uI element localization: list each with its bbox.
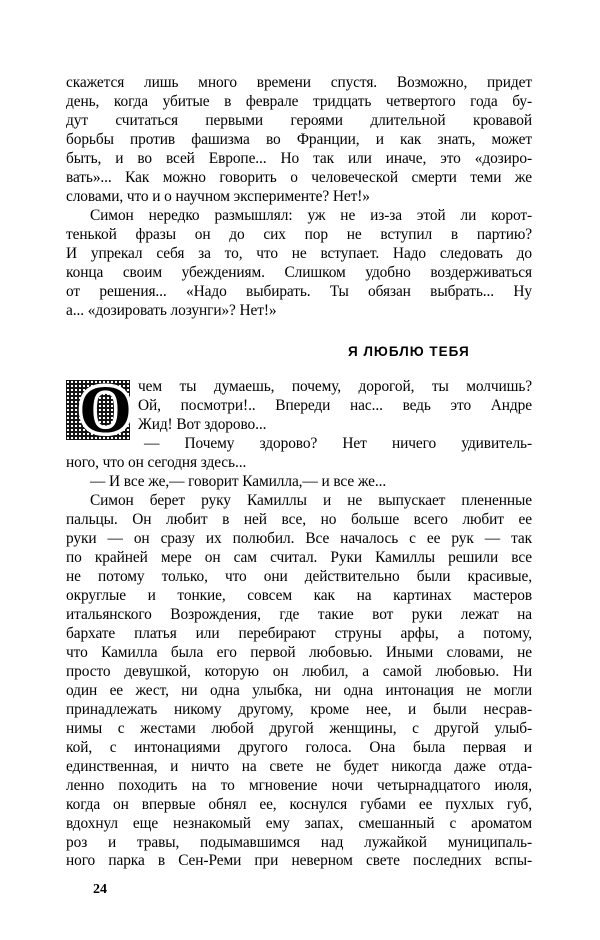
text-line: один ее жест, ни одна улыбка, ни одна интонация не могли xyxy=(66,682,532,699)
text-line: словами, что и о научном эксперименте? Нет!» xyxy=(66,188,370,205)
text-line: Жид! Вот здорово... xyxy=(138,416,267,433)
chapter-heading: Я ЛЮБЛЮ ТЕБЯ xyxy=(348,344,470,359)
text-line: от решения... «Надо выбирать. Ты обязан выбрать... Ну xyxy=(66,283,532,300)
text-line: Ой, посмотри!.. Впереди нас... ведь это Андре xyxy=(138,397,532,414)
text-line: И упрекал себя за то, что не вступает. Надо следовать до xyxy=(66,245,532,262)
text-line: вать»... Как можно говорить о человеческой смерти теми же xyxy=(66,169,532,186)
text-line: Симон берет руку Камиллы и не выпускает плененные xyxy=(90,492,532,509)
text-line: бархате платья или перебирают струны арфы, а потому, xyxy=(66,625,532,642)
text-line: нимы с жестами любой другой женщины, с другой улыб- xyxy=(66,720,532,737)
text-line: дут считаться первыми героями длительной кровавой xyxy=(66,112,532,129)
text-line: Симон нередко размышлял: уж не из-за этой ли корот- xyxy=(90,207,532,224)
text-line: а... «дозировать лозунги»? Нет!» xyxy=(66,302,277,319)
text-line: ленно походить на то мгновение ночи четырнадцатого июля, xyxy=(66,777,532,794)
text-line: итальянского Возрождения, где такие вот руки лежат на xyxy=(66,606,532,623)
text-line: ного парка в Сен-Реми при неверном свете последних вспы- xyxy=(66,852,532,869)
text-line: роз и травы, подымавшимся над лужайкой муниципаль- xyxy=(66,834,532,851)
text-line: округлые и тонкие, совсем как на картинах мастеров xyxy=(66,587,532,604)
text-line: что Камилла была его первой любовью. Иными словами, не xyxy=(66,644,532,661)
text-line: чем ты думаешь, почему, дорогой, ты молчишь? xyxy=(138,378,532,395)
text-line: день, когда убитые в феврале тридцать четвертого года бу- xyxy=(66,93,532,110)
text-line: принадлежать никому другому, кроме нее, и были несрав- xyxy=(66,701,532,718)
drop-cap-letter: О xyxy=(79,371,132,447)
text-line: руки — он сразу их полюбил. Все началось с ее рук — так xyxy=(66,530,532,547)
text-line: пальцы. Он любит в ней все, но больше всего любит ее xyxy=(66,511,532,528)
text-line: — И все же,— говорит Камилла,— и все же... xyxy=(90,473,387,490)
text-line: не потому только, что они действительно были красивые, xyxy=(66,568,532,585)
text-line: когда он впервые обнял ее, коснулся губами ее пухлых губ, xyxy=(66,796,532,813)
text-line: борьбы против фашизма во Франции, и как знать, может xyxy=(66,131,532,148)
text-line: вдохнул еще незнакомый ему запах, смешанный с ароматом xyxy=(66,815,532,832)
text-line: ного, что он сегодня здесь... xyxy=(66,454,247,471)
text-line: — Почему здорово? Нет ничего удивитель- xyxy=(144,435,532,452)
text-line: конца своим убеждениям. Слишком удобно воздерживаться xyxy=(66,264,532,281)
text-line: тенькой фразы он до сих пор не вступил в партию? xyxy=(66,226,532,243)
text-line: просто девушкой, которую он любил, а самой любовью. Ни xyxy=(66,663,532,680)
text-line: кой, с интонациями другого голоса. Она была первая и xyxy=(66,739,532,756)
page-number: 24 xyxy=(93,882,107,897)
text-line: скажется лишь много времени спустя. Возможно, придет xyxy=(66,74,532,91)
drop-cap xyxy=(66,371,132,447)
text-line: единственная, и ничто на свете не будет никогда даже отда- xyxy=(66,758,532,775)
text-line: по крайней мере он сам считал. Руки Камиллы решили все xyxy=(66,549,532,566)
text-line: быть, и во всей Европе... Но так или иначе, это «дозиро- xyxy=(66,150,532,167)
